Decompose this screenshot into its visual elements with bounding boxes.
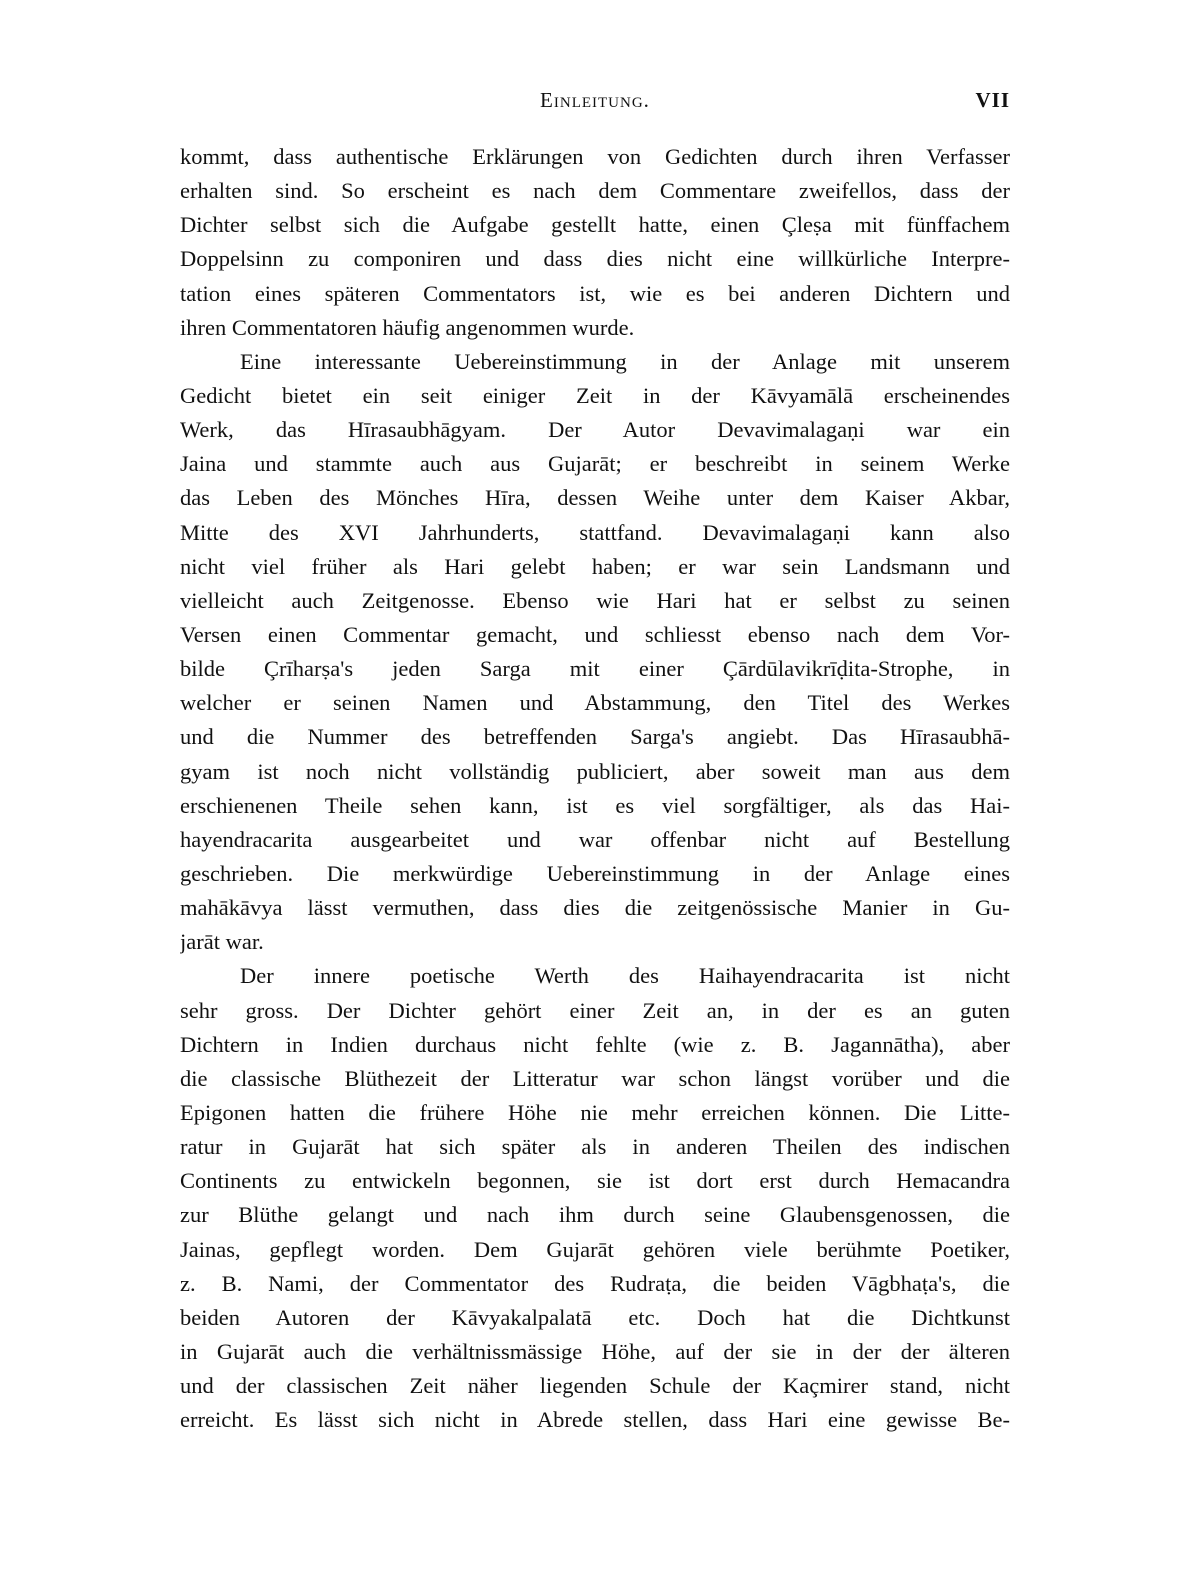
page-header bbox=[180, 88, 1010, 118]
text-line: geschrieben. Die merkwürdige Uebereinstimmung in der Anlage eines bbox=[180, 860, 1010, 886]
page-number: VII bbox=[975, 88, 1010, 112]
text-line: die classische Blüthezeit der Litteratur war schon längst vorüber und die bbox=[180, 1065, 1010, 1091]
text-line: kommt, dass authentische Erklärungen von Gedichten durch ihren Verfasser bbox=[180, 144, 1010, 169]
text-line: Gedicht bietet ein seit einiger Zeit in der Kāvyamālā erscheinendes bbox=[180, 382, 1010, 408]
text-line: sehr gross. Der Dichter gehört einer Zeit an, in der es an guten bbox=[180, 997, 1010, 1023]
running-head: Einleitung. bbox=[540, 88, 650, 112]
text-line: beiden Autoren der Kāvyakalpalatā etc. Doch hat die Dichtkunst bbox=[180, 1304, 1010, 1330]
text-line: erschienenen Theile sehen kann, ist es viel sorgfältiger, als das Hai- bbox=[180, 792, 1010, 818]
text-line: zur Blüthe gelangt und nach ihm durch seine Glaubensgenossen, die bbox=[180, 1202, 1010, 1228]
text-line: Epigonen hatten die frühere Höhe nie mehr erreichen können. Die Litte- bbox=[180, 1099, 1010, 1125]
text-line: und die Nummer des betreffenden Sarga's angiebt. Das Hīrasaubhā- bbox=[180, 724, 1010, 750]
text-line: und der classischen Zeit näher liegenden Schule der Kaçmirer stand, nicht bbox=[180, 1373, 1010, 1399]
text-line: tation eines späteren Commentators ist, wie es bei anderen Dichtern und bbox=[180, 280, 1010, 306]
text-line: welcher er seinen Namen und Abstammung, den Titel des Werkes bbox=[180, 690, 1010, 716]
text-line: ihren Commentatoren häufig angenommen wurde. bbox=[180, 314, 635, 340]
text-line: nicht viel früher als Hari gelebt haben; er war sein Landsmann und bbox=[180, 553, 1010, 579]
text-line: das Leben des Mönches Hīra, dessen Weihe unter dem Kaiser Akbar, bbox=[180, 485, 1010, 511]
text-line: Werk, das Hīrasaubhāgyam. Der Autor Devavimalagaṇi war ein bbox=[180, 417, 1010, 443]
text-line: vielleicht auch Zeitgenosse. Ebenso wie Hari hat er selbst zu seinen bbox=[180, 587, 1010, 613]
text-line: mahākāvya lässt vermuthen, dass dies die zeitgenössische Manier in Gu- bbox=[180, 895, 1010, 921]
text-line: gyam ist noch nicht vollständig publiciert, aber soweit man aus dem bbox=[180, 758, 1010, 784]
text-line: bilde Çrīharṣa's jeden Sarga mit einer Çārdūlavikrīḍita-Strophe, in bbox=[180, 656, 1010, 682]
text-line: Jainas, gepflegt worden. Dem Gujarāt gehören viele berühmte Poetiker, bbox=[180, 1236, 1010, 1262]
text-line: Jaina und stammte auch aus Gujarāt; er beschreibt in seinem Werke bbox=[180, 451, 1010, 477]
text-line: hayendracarita ausgearbeitet und war offenbar nicht auf Bestellung bbox=[180, 826, 1010, 852]
text-line: Doppelsinn zu componiren und dass dies nicht eine willkürliche Interpre- bbox=[180, 246, 1010, 272]
text-line: jarāt war. bbox=[180, 929, 264, 955]
text-line: Versen einen Commentar gemacht, und schliesst ebenso nach dem Vor- bbox=[180, 621, 1010, 647]
book-page bbox=[180, 0, 1010, 1588]
text-line: Continents zu entwickeln begonnen, sie ist dort erst durch Hemacandra bbox=[180, 1168, 1010, 1194]
text-line: in Gujarāt auch die verhältnissmässige Höhe, auf der sie in der der älteren bbox=[180, 1338, 1010, 1364]
text-line: Eine interessante Uebereinstimmung in der Anlage mit unserem bbox=[240, 348, 1010, 374]
text-line: Mitte des XVI Jahrhunderts, stattfand. Devavimalagaṇi kann also bbox=[180, 519, 1010, 545]
body-text bbox=[180, 140, 1010, 1437]
text-line: ratur in Gujarāt hat sich später als in anderen Theilen des indischen bbox=[180, 1134, 1010, 1160]
text-line: Dichtern in Indien durchaus nicht fehlte (wie z. B. Jagannātha), aber bbox=[180, 1031, 1010, 1057]
text-line: Dichter selbst sich die Aufgabe gestellt hatte, einen Çleṣa mit fünffachem bbox=[180, 212, 1010, 238]
text-line: Der innere poetische Werth des Haihayendracarita ist nicht bbox=[240, 963, 1010, 989]
text-line: erhalten sind. So erscheint es nach dem Commentare zweifellos, dass der bbox=[180, 178, 1010, 204]
text-line: erreicht. Es lässt sich nicht in Abrede stellen, dass Hari eine gewisse Be- bbox=[180, 1407, 1010, 1433]
text-line: z. B. Nami, der Commentator des Rudraṭa, die beiden Vāgbhaṭa's, die bbox=[180, 1270, 1010, 1296]
